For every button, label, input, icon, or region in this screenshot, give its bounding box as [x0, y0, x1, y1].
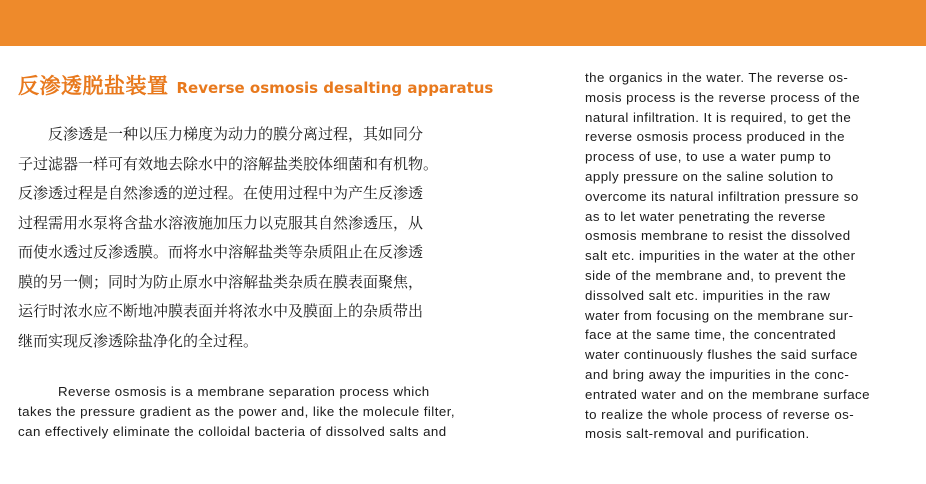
text-line: and bring away the impurities in the conc-: [585, 366, 850, 382]
text-line: side of the membrane and, to prevent the: [585, 267, 847, 283]
left-column: [18, 70, 513, 441]
text-line: 反渗透过程是自然渗透的逆过程。在使用过程中为产生反渗透: [18, 184, 424, 202]
text-line: reverse osmosis process produced in the: [585, 129, 845, 145]
header-band: [0, 0, 926, 46]
english-paragraph-start: [18, 382, 513, 441]
text-line: 子过滤器一样可有效地去除水中的溶解盐类胶体细菌和有机物。: [18, 154, 439, 173]
text-line: can effectively eliminate the colloidal bacteria of dissolved salts and: [18, 423, 447, 439]
text-line: the organics in the water. The reverse os-: [585, 70, 849, 85]
text-line: 反渗透是一种以压力梯度为动力的膜分离过程，其如同分: [48, 125, 424, 143]
text-line: water continuously flushes the said surface: [585, 347, 858, 363]
text-line: overcome its natural infiltration pressure so: [585, 188, 859, 204]
chinese-paragraph: [18, 120, 513, 356]
text-line: water from focusing on the membrane sur-: [585, 307, 854, 323]
text-line: salt etc. impurities in the water at the other: [585, 248, 856, 264]
text-line: natural infiltration. It is required, to get the: [585, 109, 852, 125]
section-title: [18, 70, 513, 102]
text-line: process of use, to use a water pump to: [585, 149, 832, 165]
title-english: Reverse osmosis desalting apparatus: [176, 79, 494, 97]
text-line: osmosis membrane to resist the dissolved: [585, 228, 851, 244]
text-line: 而使水透过反渗透膜。而将水中溶解盐类等杂质阻止在反渗透: [18, 243, 424, 261]
text-line: apply pressure on the saline solution to: [585, 168, 834, 184]
text-line: takes the pressure gradient as the power and, like the molecule filter,: [18, 403, 455, 419]
text-line: Reverse osmosis is a membrane separation process which: [58, 384, 430, 399]
right-column: [585, 68, 910, 444]
text-line: entrated water and on the membrane surface: [585, 386, 870, 402]
text-line: to realize the whole process of reverse os-: [585, 406, 855, 422]
text-line: face at the same time, the concentrated: [585, 327, 837, 343]
text-line: 过程需用水泵将含盐水溶液施加压力以克服其自然渗透压，从: [18, 213, 424, 232]
title-chinese: 反渗透脱盐装置: [18, 74, 169, 98]
text-line: dissolved salt etc. impurities in the raw: [585, 287, 831, 303]
text-line: 继而实现反渗透除盐净化的全过程。: [18, 331, 259, 350]
text-line: 膜的另一侧；同时为防止原水中溶解盐类杂质在膜表面聚焦，: [18, 272, 424, 291]
text-line: mosis salt-removal and purification.: [585, 426, 810, 442]
text-line: mosis process is the reverse process of the: [585, 89, 861, 105]
text-line: as to let water penetrating the reverse: [585, 208, 826, 224]
text-line: 运行时浓水应不断地冲膜表面并将浓水中及膜面上的杂质带出: [18, 302, 424, 320]
